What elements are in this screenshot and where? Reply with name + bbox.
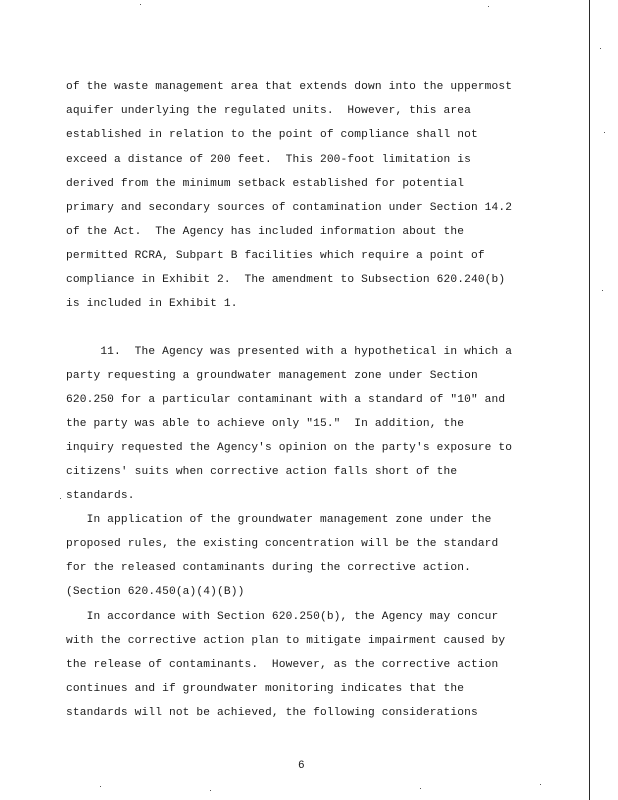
text-line: aquifer underlying the regulated units. However, this area [66, 105, 471, 117]
text-line: continues and if groundwater monitoring indicates that the [66, 683, 465, 695]
text-line: standards will not be achieved, the following considerations [66, 707, 478, 719]
text-line: standards. [66, 490, 135, 502]
text-line: party requesting a groundwater management zone under Section [66, 370, 478, 382]
text-line: is included in Exhibit 1. [66, 298, 238, 310]
text-line: derived from the minimum setback established for potential [66, 178, 465, 190]
text-line: established in relation to the point of compliance shall not [66, 129, 478, 141]
text-line: permitted RCRA, Subpart B facilities which require a point of [66, 250, 485, 262]
scan-speck [488, 6, 489, 7]
scan-speck [100, 786, 101, 787]
text-line: primary and secondary sources of contamination under Section 14.2 [66, 202, 513, 214]
text-line: In accordance with Section 620.250(b), the Agency may concur [66, 611, 499, 623]
text-line: (Section 620.450(a)(4)(B)) [66, 586, 245, 598]
scan-page-edge [589, 0, 590, 800]
text-line: citizens' suits when corrective action falls short of the [66, 466, 458, 478]
text-line: compliance in Exhibit 2. The amendment to Subsection 620.240(b) [66, 274, 506, 286]
text-line: for the released contaminants during the corrective action. [66, 562, 471, 574]
scan-speck [60, 498, 61, 499]
page-number: 6 [298, 760, 305, 772]
text-line: the release of contaminants. However, as the corrective action [66, 659, 499, 671]
text-line: of the Act. The Agency has included information about the [66, 226, 465, 238]
scan-speck [602, 290, 603, 291]
text-line: inquiry requested the Agency's opinion on the party's exposure to [66, 442, 513, 454]
text-line: with the corrective action plan to mitigate impairment caused by [66, 635, 506, 647]
text-line: 11. The Agency was presented with a hypothetical in which a [66, 346, 513, 358]
scan-speck [420, 788, 421, 789]
scan-speck [540, 784, 541, 785]
scan-speck [210, 790, 211, 791]
text-line: 620.250 for a particular contaminant with a standard of "10" and [66, 394, 506, 406]
text-line: In application of the groundwater management zone under the [66, 514, 492, 526]
text-line: proposed rules, the existing concentration will be the standard [66, 538, 499, 550]
scan-speck [140, 4, 141, 5]
text-line: exceed a distance of 200 feet. This 200-foot limitation is [66, 154, 471, 166]
scan-speck [600, 48, 601, 49]
text-line: the party was able to achieve only "15." In addition, the [66, 418, 465, 430]
scan-speck [604, 132, 605, 133]
text-line: of the waste management area that extends down into the uppermost [66, 81, 513, 93]
